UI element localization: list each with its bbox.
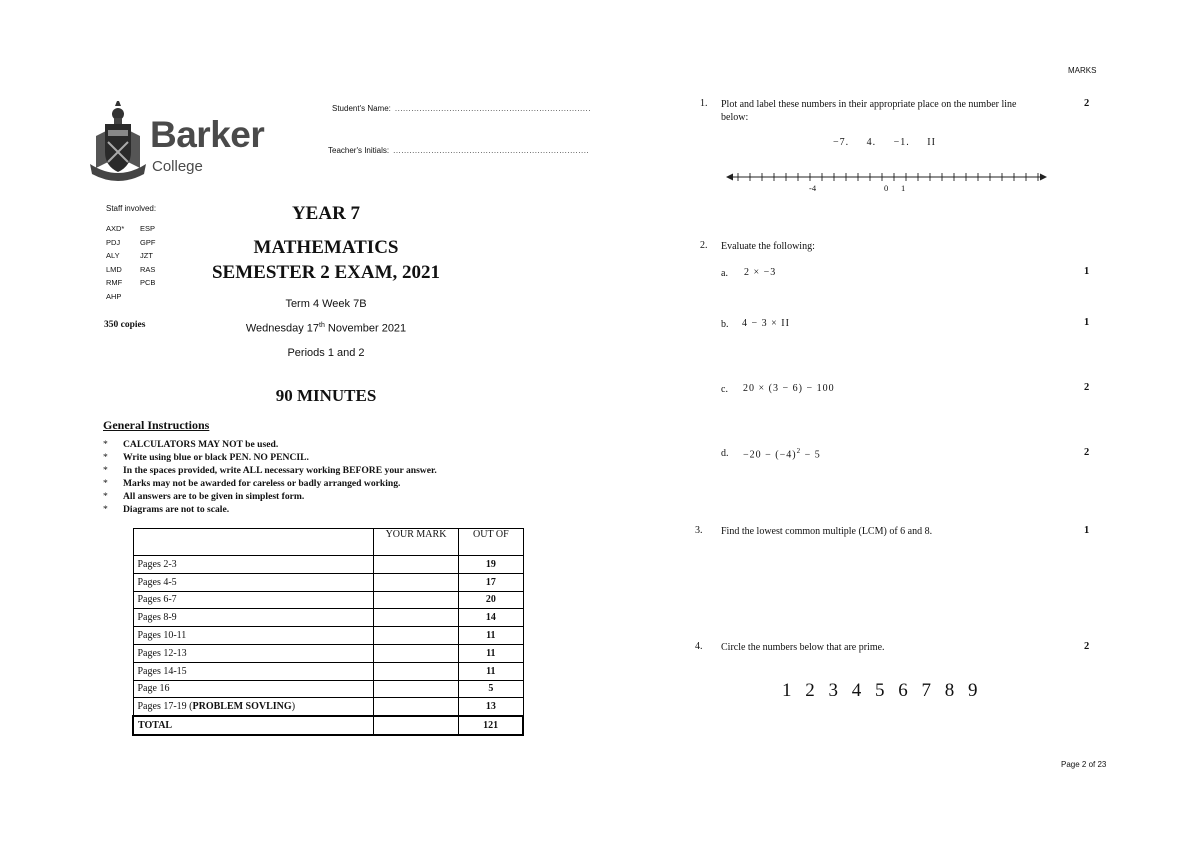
q4-text: Circle the numbers below that are prime.	[721, 642, 885, 653]
staff-code: ESP	[140, 224, 156, 233]
tick-label-neg4: -4	[809, 183, 817, 193]
q1-marks: 2	[1084, 98, 1090, 109]
total-label: TOTAL	[133, 716, 373, 735]
tick-label-1: 1	[901, 183, 906, 193]
instruction-item: * Diagrams are not to scale.	[103, 504, 437, 517]
q2d-expr-prefix: −20 − (−4)	[743, 449, 797, 461]
table-row	[133, 591, 523, 609]
row-mark-input[interactable]	[373, 698, 458, 716]
instruction-item: * CALCULATORS MAY NOT be used.	[103, 439, 437, 452]
instructions-title: General Instructions	[103, 418, 210, 432]
table-row	[133, 662, 523, 680]
q3-number: 3.	[695, 525, 703, 536]
q2c-marks: 2	[1084, 382, 1090, 393]
q2d-marks: 2	[1084, 447, 1090, 458]
q1-text-line1: Plot and label these numbers in their appropriate place on the number line	[721, 99, 1017, 110]
row-label: Pages 12-13	[133, 644, 373, 662]
staff-code: PCB	[140, 278, 156, 288]
exam-date	[180, 322, 472, 335]
staff-code: PDJ	[106, 237, 121, 247]
row-label: Pages 10-11	[133, 627, 373, 645]
school-subtitle: College	[152, 158, 203, 175]
q3-text: Find the lowest common multiple (LCM) of 6 and 8.	[721, 526, 933, 537]
teacher-initials-line[interactable]: ........................................................................	[393, 146, 590, 155]
page-number: Page 2 of 23	[1061, 760, 1107, 769]
table-header-cell	[133, 529, 373, 556]
q2a-letter: a.	[721, 268, 728, 279]
staff-code: JZT	[140, 251, 153, 261]
exam-subject: MATHEMATICS	[253, 237, 399, 258]
q1-numbers: −7. 4. −1. II	[833, 137, 936, 148]
prime-candidates[interactable]: 1 2 3 4 5 6 7 8 9	[782, 680, 978, 701]
row-out-of: 11	[459, 627, 523, 645]
table-row	[133, 573, 523, 591]
instruction-item: * In the spaces provided, write ALL necessary working BEFORE your answer.	[103, 465, 437, 478]
q2b-expression: 4 − 3 × II	[742, 318, 790, 329]
exam-title: SEMESTER 2 EXAM, 2021	[211, 262, 441, 283]
q2c-expression: 20 × (3 − 6) − 100	[743, 383, 835, 394]
staff-code: LMD	[106, 264, 122, 274]
row-out-of: 11	[459, 644, 523, 662]
exam-date-suffix: November 2021	[324, 322, 407, 335]
row-label-suffix: )	[291, 701, 296, 713]
q2b-letter: b.	[721, 319, 729, 330]
q2d-expr-suffix: − 5	[801, 449, 821, 461]
row-out-of: 5	[459, 680, 523, 698]
total-out-of: 121	[459, 716, 523, 735]
row-mark-input[interactable]	[373, 591, 458, 609]
row-mark-input[interactable]	[373, 662, 458, 680]
q4-number: 4.	[695, 641, 703, 652]
table-row	[133, 680, 523, 698]
instructions-list	[103, 439, 437, 516]
student-name-field[interactable]	[332, 104, 591, 113]
q2c-letter: c.	[721, 384, 728, 395]
row-label-prefix: Pages 17-19 (	[137, 701, 193, 713]
marks-table	[132, 528, 524, 736]
instruction-item: * All answers are to be given in simplest form.	[103, 491, 437, 504]
staff-code	[140, 290, 170, 304]
staff-list	[106, 222, 170, 304]
table-row	[133, 644, 523, 662]
q2b-marks: 1	[1084, 317, 1090, 328]
row-mark-input[interactable]	[373, 680, 458, 698]
school-name: Barker	[150, 114, 265, 155]
q2a-expression: 2 × −3	[744, 267, 777, 278]
row-mark-input[interactable]	[373, 609, 458, 627]
staff-code: GPF	[140, 237, 156, 247]
table-header-your-mark: YOUR MARK	[373, 529, 458, 556]
exam-year: YEAR 7	[291, 203, 361, 224]
q2d-letter: d.	[721, 448, 729, 459]
staff-code: AXD*	[106, 224, 125, 233]
tick-label-0: 0	[884, 183, 889, 193]
q1-text-line2: below:	[721, 112, 749, 123]
marks-column-header: MARKS	[1068, 66, 1097, 75]
student-name-line[interactable]: ........................................................................	[394, 104, 591, 113]
row-label-bold: PROBLEM SOVLING	[192, 701, 292, 713]
row-label: Pages 4-5	[133, 573, 373, 591]
row-out-of: 20	[459, 591, 523, 609]
row-out-of: 17	[459, 573, 523, 591]
instruction-item: * Write using blue or black PEN. NO PENCIL.	[103, 452, 437, 465]
row-label: Pages 6-7	[133, 591, 373, 609]
q2-text: Evaluate the following:	[721, 241, 815, 252]
row-mark-input[interactable]	[373, 644, 458, 662]
row-out-of: 13	[459, 698, 523, 716]
row-mark-input[interactable]	[373, 627, 458, 645]
teacher-initials-field[interactable]	[328, 146, 589, 155]
q1-number: 1.	[700, 98, 708, 109]
table-header-out-of: OUT OF	[459, 529, 523, 556]
q2d-expr-sup: 2	[796, 447, 802, 455]
q2a-marks: 1	[1084, 266, 1090, 277]
row-label: Pages 14-15	[133, 662, 373, 680]
row-label	[133, 698, 373, 716]
q4-marks: 2	[1084, 641, 1090, 652]
row-mark-input[interactable]	[373, 556, 458, 574]
row-out-of: 19	[459, 556, 523, 574]
exam-date-sup: th	[319, 322, 325, 329]
exam-periods: Periods 1 and 2	[287, 347, 365, 359]
school-logo	[88, 100, 293, 186]
table-row	[133, 556, 523, 574]
table-header-row	[133, 529, 523, 556]
staff-code: AHP	[106, 291, 122, 301]
staff-code: RMF	[106, 278, 123, 288]
staff-code: ALY	[106, 251, 120, 261]
row-out-of: 14	[459, 609, 523, 627]
student-name-label: Student's Name:	[332, 104, 391, 113]
staff-code: RAS	[140, 264, 156, 274]
table-row	[133, 698, 523, 716]
total-mark-input[interactable]	[373, 716, 458, 735]
q2d-expression	[743, 447, 821, 460]
teacher-initials-label: Teacher's Initials:	[328, 146, 390, 155]
staff-title: Staff involved:	[106, 204, 157, 213]
exam-date-prefix: Wednesday 17	[245, 322, 319, 335]
row-out-of: 11	[459, 662, 523, 680]
table-row	[133, 627, 523, 645]
table-total-row	[133, 716, 523, 735]
q2-number: 2.	[700, 240, 708, 251]
row-label: Pages 2-3	[133, 556, 373, 574]
row-label: Pages 8-9	[133, 609, 373, 627]
q1-text	[721, 98, 1066, 124]
exam-term: Term 4 Week 7B	[285, 298, 367, 310]
instruction-item: * Marks may not be awarded for careless or badly arranged working.	[103, 478, 437, 491]
table-row	[133, 609, 523, 627]
row-label: Page 16	[133, 680, 373, 698]
row-mark-input[interactable]	[373, 573, 458, 591]
copies-count: 350 copies	[104, 320, 146, 330]
q3-marks: 1	[1084, 525, 1090, 536]
exam-duration: 90 MINUTES	[275, 386, 377, 405]
